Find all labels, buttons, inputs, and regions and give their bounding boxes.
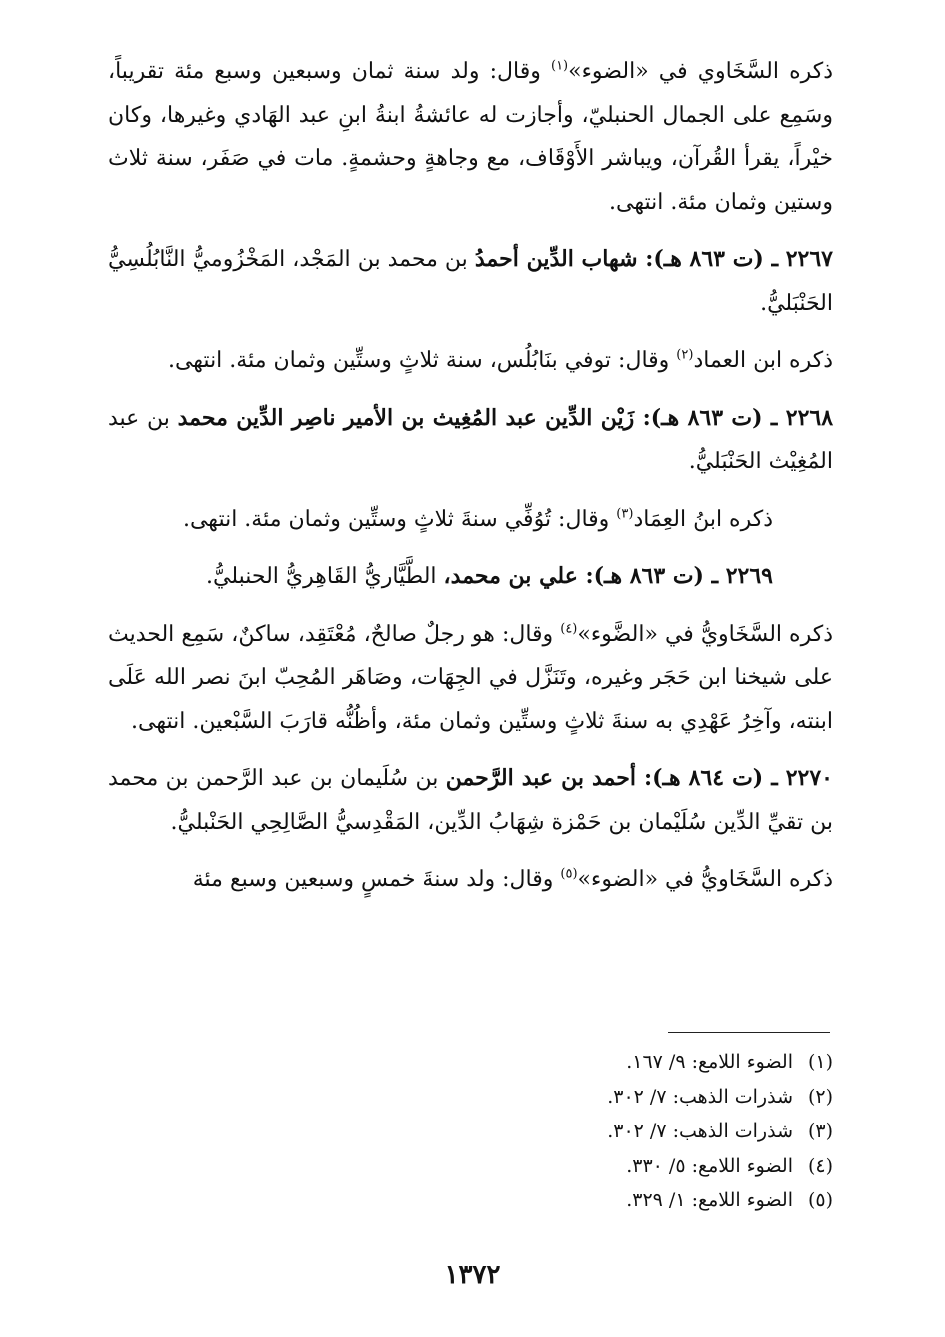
entry-heading: ٢٢٦٧ ـ (ت ٨٦٣ هـ): شهاب الدِّين أحمدُ	[474, 246, 833, 272]
footnote-divider	[668, 1032, 830, 1033]
paragraph-text: وقال: تُوُفِّي سنةَ ثلاثٍ وستِّين وثمان مئة. انتهى.	[182, 506, 617, 532]
footnote-number: (٤)	[807, 1154, 833, 1177]
paragraph-text: وقال: ولد سنةَ خمسٍ وسبعين وسبع مئة	[192, 867, 561, 892]
paragraph-text: الطَّيَّاريُّ القَاهِريُّ الحنبليُّ.	[206, 564, 444, 589]
footnote-text: شذرات الذهب: ٧/ ٣٠٢.	[607, 1120, 793, 1142]
paragraph	[108, 555, 833, 599]
footnote	[413, 1114, 833, 1149]
page-number: ١٣٧٢	[444, 1260, 501, 1290]
footnote-text: الضوء اللامع: ٥/ ٣٣٠.	[626, 1154, 793, 1177]
paragraph-text: وقال: ولد سنة ثمان وسبعين وسبع مئة تقريباً، وسَمِع على الجمال الحنبليّ، وأجازت له عائشةُ ابنةُ ابنِ عبد الهَادي وغيرها، وكان خيْراً، يقرأ القُرآن، ويباشر الأَوْقَاف، مع وجاهةٍ وحشمةٍ. مات في صَفَر، سنة ثلاث وستين وثمان مئة. انتهى.	[108, 59, 833, 215]
footnote-ref: (٣)	[616, 506, 634, 522]
paragraph	[108, 397, 833, 484]
entry-heading: ٢٢٦٩ ـ (ت ٨٦٣ هـ): علي بن محمد،	[443, 563, 773, 589]
footnote-text: شذرات الذهب: ٧/ ٣٠٢.	[607, 1085, 793, 1108]
paragraph	[108, 339, 833, 383]
footnote-text: الضوء اللامع: ٩/ ١٦٧.	[626, 1051, 793, 1073]
footnote-ref: (٥)	[560, 866, 578, 882]
paragraph-gap	[108, 325, 833, 339]
paragraph-text: ذكره ابن العماد	[693, 348, 833, 373]
paragraph-text: وقال: هو رجلٌ صالحٌ، مُعْتَقِد، ساكنٌ، سَمِع الحديث على شيخنا ابن حَجَر وغيره، وتَنَزَّل في الجِهَات، وصَاهَر المُحِبّ ابنَ نصر الله عَلَى ابنته، وآخِرُ عَهْدِي به سنةَ ثلاثٍ وستِّين وثمان مئة، وأظُنُّه قارَبَ السَّبْعين. انتهى.	[108, 621, 833, 734]
paragraph	[108, 757, 833, 844]
paragraph-text: وقال: توفي بنَابُلُس، سنة ثلاثٍ وستِّين وثمان مئة. انتهى.	[167, 348, 677, 373]
footnote-number: (٥)	[807, 1189, 833, 1211]
paragraph-text: ذكره ابنُ العِمَاد	[633, 506, 773, 532]
footnote	[413, 1183, 833, 1218]
paragraph-text: ذكره السَّخَاوي في «الضوء»	[568, 59, 834, 84]
paragraph	[108, 613, 833, 744]
entry-heading: ٢٢٦٨ ـ (ت ٨٦٣ هـ): زَيْن الدِّين عبد المُغِيث بن الأمير ناصِر الدِّين محمد	[177, 404, 834, 431]
footnote-number: (٣)	[807, 1120, 833, 1142]
paragraph-text: ذكره السَّخَاويُّ في «الضوء»	[577, 867, 833, 892]
paragraph-gap	[108, 743, 833, 757]
paragraph-gap	[108, 484, 833, 498]
paragraph-text: بن سُلَيمان بن عبد الرَّحمن بن محمد بن تقيِّ الدِّين سُلَيْمان بن حَمْزة شِهَابُ الدِّين، المَقْدِسيُّ الصَّالِحِي الحَنْبليُّ.	[108, 766, 833, 835]
footnote-ref: (٤)	[560, 621, 578, 637]
paragraph	[108, 858, 833, 902]
footnote	[413, 1045, 833, 1080]
paragraph	[108, 498, 833, 542]
paragraph	[108, 238, 833, 325]
paragraph-gap	[108, 541, 833, 555]
paragraph	[108, 50, 833, 224]
paragraph-text: بن محمد بن المَجْد، المَخْزُوميُّ النَّابُلُسِيُّ الحَنْبَليُّ.	[108, 247, 833, 316]
footnote	[413, 1149, 833, 1184]
footnotes	[413, 1045, 833, 1218]
footnote-ref: (٢)	[676, 347, 694, 363]
footnote-ref: (١)	[550, 58, 569, 74]
paragraph-gap	[108, 844, 833, 858]
paragraph-gap	[108, 383, 833, 397]
paragraph-gap	[108, 224, 833, 238]
paragraph-text: ذكره السَّخَاويُّ في «الضَّوء»	[577, 621, 833, 647]
entry-heading: ٢٢٧٠ ـ (ت ٨٦٤ هـ): أحمد بن عبد الرَّحمن	[445, 765, 833, 791]
footnote-text: الضوء اللامع: ١/ ٣٢٩.	[626, 1189, 793, 1211]
paragraph-text: بن عبد المُغِيْث الحَنْبَليُّ.	[108, 405, 833, 474]
main-text	[108, 50, 833, 902]
footnote-number: (٢)	[807, 1085, 833, 1108]
footnote-number: (١)	[807, 1051, 833, 1073]
paragraph-gap	[108, 599, 833, 613]
footnote	[413, 1080, 833, 1115]
